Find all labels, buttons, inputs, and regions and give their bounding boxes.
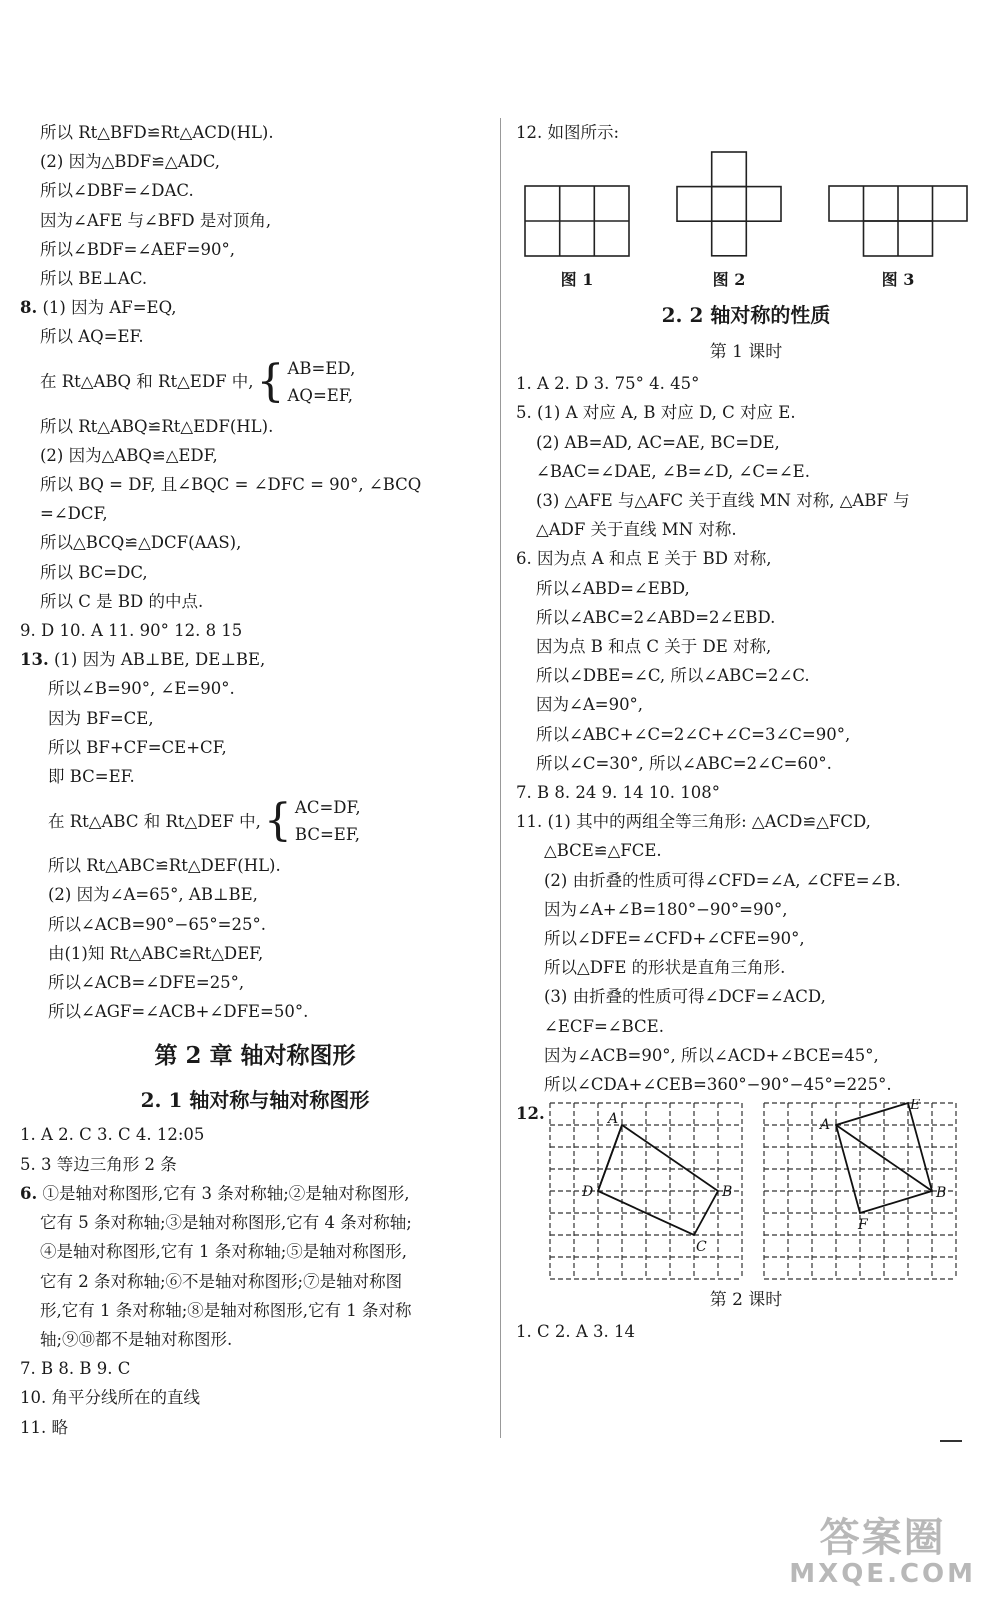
answer-line: (2) AB=AD, AC=AE, BC=DE,: [536, 432, 780, 452]
answer-line: 10. 角平分线所在的直线: [20, 1388, 200, 1408]
answer-line: 所以∠ABD=∠EBD,: [536, 578, 690, 598]
answer-line: (3) △AFE 与△AFC 关于直线 MN 对称, △ABF 与: [536, 491, 910, 511]
watermark-logo-text: 答案圈: [819, 1515, 946, 1561]
answer-line: 所以∠B=90°, ∠E=90°.: [48, 679, 235, 699]
answer-line: 所以∠ABC+∠C=2∠C+∠C=3∠C=90°,: [536, 724, 851, 744]
answer-line: △ADF 关于直线 MN 对称.: [536, 520, 737, 540]
answer-line: 所以 BF+CF=CE+CF,: [48, 737, 227, 757]
answer-line: 所以 AQ=EF.: [40, 327, 144, 347]
answer-line: 5. 3 等边三角形 2 条: [20, 1154, 177, 1174]
figure-label: 图 3: [881, 270, 915, 290]
answer-line: =∠DCF,: [40, 504, 108, 524]
answer-line: 5. (1) A 对应 A, B 对应 D, C 对应 E.: [516, 403, 796, 423]
answer-text: (1) 因为 AB⊥BE, DE⊥BE,: [53, 650, 266, 670]
answer-line: 所以∠ACB=∠DFE=25°,: [48, 973, 245, 993]
system-prefix: 在 Rt△ABC 和 Rt△DEF 中,: [48, 811, 261, 831]
answer-line: 1. A 2. D 3. 75° 4. 45°: [516, 374, 700, 394]
equation-system: [20, 354, 490, 410]
figure-label: 图 2: [712, 270, 746, 290]
brace-symbol: {: [263, 795, 292, 847]
answer-text: ①是轴对称图形,它有 3 条对称轴;②是轴对称图形,: [42, 1183, 410, 1203]
question-number: 6.: [20, 1183, 38, 1203]
answer-line: 12. 如图所示:: [516, 123, 620, 142]
answer-line: 所以∠ABC=2∠ABD=2∠EBD.: [536, 607, 776, 627]
question-8-line: [20, 293, 490, 322]
net-diagram-2: [676, 151, 782, 257]
answer-line: 所以∠BDF=∠AEF=90°,: [40, 239, 236, 259]
answer-line: 所以 BE⊥AC.: [40, 269, 148, 289]
answer-line: ④是轴对称图形,它有 1 条对称轴;⑤是轴对称图形,: [40, 1242, 408, 1262]
answer-line: 因为∠AFE 与∠BFD 是对顶角,: [40, 210, 272, 230]
answer-line: △BCE≌△FCE.: [544, 841, 662, 861]
answer-line: 7. B 8. B 9. C: [20, 1359, 131, 1379]
grid-figure-1: [546, 1099, 746, 1283]
system-prefix: 在 Rt△ABQ 和 Rt△EDF 中,: [40, 372, 254, 392]
brace-symbol: {: [256, 355, 285, 407]
point-label: A: [820, 1117, 831, 1134]
answer-line: 轴;⑨⑩都不是轴对称图形.: [40, 1329, 233, 1349]
answer-line: 它有 5 条对称轴;③是轴对称图形,它有 4 条对称轴;: [40, 1213, 412, 1233]
answer-line: 所以∠ACB=90°−65°=25°.: [48, 914, 266, 934]
point-label: F: [858, 1217, 868, 1234]
answer-line: 所以 BQ = DF, 且∠BQC = ∠DFC = 90°, ∠BCQ: [40, 475, 422, 495]
answer-line: 所以∠C=30°, 所以∠ABC=2∠C=60°.: [536, 753, 832, 773]
answer-line: 因为∠A+∠B=180°−90°=90°,: [544, 899, 788, 919]
answer-line: ∠ECF=∠BCE.: [544, 1016, 664, 1036]
answer-text: (1) 因为 AF=EQ,: [42, 298, 177, 318]
figure-2: [676, 151, 782, 295]
answer-line: 6. 因为点 A 和点 E 关于 BD 对称,: [516, 549, 772, 569]
answer-line: 11. (1) 其中的两组全等三角形: △ACD≌△FCD,: [516, 812, 871, 832]
answer-line: (2) 因为△BDF≌△ADC,: [40, 152, 221, 172]
answer-line: 11. 略: [20, 1417, 68, 1437]
answer-line: 所以 Rt△ABC≌Rt△DEF(HL).: [48, 856, 281, 876]
net-diagram-3: [828, 185, 968, 257]
answer-line: 由(1)知 Rt△ABC≌Rt△DEF,: [48, 943, 264, 963]
answer-line: 所以∠DBE=∠C, 所以∠ABC=2∠C.: [536, 666, 810, 686]
question-number: 12.: [516, 1104, 545, 1124]
answer-line: 7. B 8. 24 9. 14 10. 108°: [516, 783, 721, 803]
equation: AB=ED,: [287, 358, 356, 378]
question-6-line: [20, 1179, 490, 1208]
system-equations: [288, 355, 356, 409]
point-label: C: [696, 1239, 707, 1256]
answer-line: (2) 因为△ABQ≌△EDF,: [40, 445, 218, 465]
left-column: [20, 118, 490, 1442]
chapter-title: 第 2 章 轴对称图形: [154, 1042, 356, 1070]
equation: AQ=EF,: [287, 385, 353, 405]
point-label: E: [910, 1099, 921, 1114]
answer-line: 所以△DFE 的形状是直角三角形.: [544, 958, 786, 978]
answer-line: 所以∠AGF=∠ACB+∠DFE=50°.: [48, 1002, 309, 1022]
answer-line: ∠BAC=∠DAE, ∠B=∠D, ∠C=∠E.: [536, 461, 810, 481]
answer-line: 1. C 2. A 3. 14: [516, 1322, 635, 1342]
watermark-url: MXQE.COM: [789, 1559, 976, 1589]
system-equations: [295, 794, 361, 848]
equation-system: [20, 793, 490, 849]
question-13-line: [20, 645, 490, 674]
net-figures: [516, 147, 976, 295]
answer-line: 形,它有 1 条对称轴;⑧是轴对称图形,它有 1 条对称: [40, 1300, 412, 1320]
answer-line: 所以∠DBF=∠DAC.: [40, 181, 194, 201]
answer-line: 9. D 10. A 11. 90° 12. 8 15: [20, 621, 243, 641]
question-number: 8.: [20, 298, 38, 318]
answer-line: 因为∠A=90°,: [536, 695, 644, 715]
equation: AC=DF,: [294, 798, 361, 818]
answer-line: 所以△BCQ≌△DCF(AAS),: [40, 533, 242, 553]
answer-line: 所以 BC=DC,: [40, 562, 148, 582]
answer-line: (2) 由折叠的性质可得∠CFD=∠A, ∠CFE=∠B.: [544, 870, 901, 890]
answer-line: 所以 Rt△ABQ≌Rt△EDF(HL).: [40, 416, 274, 436]
lesson-title: 第 2 课时: [709, 1290, 783, 1311]
answer-line: 因为点 B 和点 C 关于 DE 对称,: [536, 637, 772, 657]
column-divider: [500, 118, 501, 1438]
answer-line: (2) 因为∠A=65°, AB⊥BE,: [48, 885, 258, 905]
page-edge-mark: [940, 1440, 962, 1442]
section-title: 2. 2 轴对称的性质: [661, 303, 831, 328]
answer-line: 因为 BF=CE,: [48, 708, 154, 728]
question-12-grids: [516, 1099, 976, 1283]
watermark: [789, 1516, 976, 1588]
answer-line: 所以 Rt△BFD≌Rt△ACD(HL).: [40, 123, 274, 142]
answer-line: 所以 C 是 BD 的中点.: [40, 591, 204, 611]
answer-line: 1. A 2. C 3. C 4. 12:05: [20, 1125, 205, 1145]
right-column: [516, 118, 976, 1346]
point-label: B: [936, 1185, 947, 1202]
point-label: B: [722, 1184, 733, 1201]
answer-line: 它有 2 条对称轴;⑥不是轴对称图形;⑦是轴对称图: [40, 1271, 403, 1291]
question-number: 13.: [20, 650, 49, 670]
point-label: D: [582, 1184, 594, 1201]
figure-label: 图 1: [560, 270, 594, 290]
section-title: 2. 1 轴对称与轴对称图形: [140, 1088, 370, 1113]
grid-figure-2: [760, 1099, 960, 1283]
net-diagram-1: [524, 185, 630, 257]
figure-3: [828, 185, 968, 295]
answer-line: 因为∠ACB=90°, 所以∠ACD+∠BCE=45°,: [544, 1045, 879, 1065]
lesson-title: 第 1 课时: [709, 342, 783, 363]
answer-line: 所以∠CDA+∠CEB=360°−90°−45°=225°.: [544, 1075, 892, 1095]
figure-1: [524, 185, 630, 295]
point-label: A: [608, 1111, 619, 1128]
answer-line: 即 BC=EF.: [48, 767, 135, 787]
answer-line: 所以∠DFE=∠CFD+∠CFE=90°,: [544, 929, 805, 949]
equation: BC=EF,: [294, 825, 360, 845]
answer-line: (3) 由折叠的性质可得∠DCF=∠ACD,: [544, 987, 826, 1007]
